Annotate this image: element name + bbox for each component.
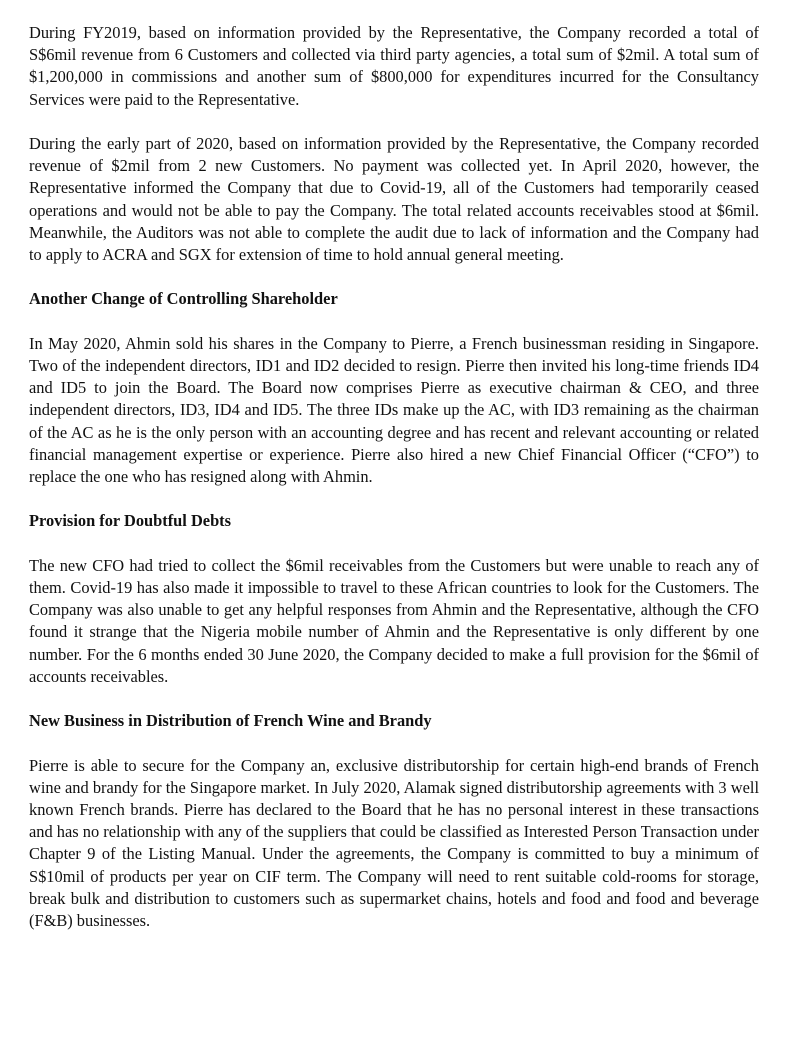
document-page [29,22,759,954]
paragraph-doubtful-debts: The new CFO had tried to collect the $6mil receivables from the Customers but were unable to reach any of them. Covid-19 has also made it impossible to travel to these African countries to look for the Customers. The Company was also unable to get any helpful responses from Ahmin and the Representative, although the CFO found it strange that the Nigeria mobile number of Ahmin and the Representative is only different by one number. For the 6 months ended 30 June 2020, the Company decided to make a full provision for the $6mil of accounts receivables. [29,555,759,686]
paragraph-new-business: Pierre is able to secure for the Company an, exclusive distributorship for certain high-end brands of French wine and brandy for the Singapore market. In July 2020, Alamak signed distributorship agreements with 3 well known French brands. Pierre has declared to the Board that he has no personal interest in these transactions and has no relationship with any of the suppliers that could be classified as Interested Person Transaction under Chapter 9 of the Listing Manual. Under the agreements, the Company is committed to buy a minimum of S$10mil of products per year on CIF term. The Company will need to rent suitable cold-rooms for storage, break bulk and distribution to customers such as supermarket chains, hotels and food and food and beverage (F&B) businesses. [29,755,759,931]
heading-controlling-shareholder: Another Change of Controlling Shareholder [29,289,338,309]
heading-doubtful-debts: Provision for Doubtful Debts [29,511,232,531]
paragraph-controlling-shareholder: In May 2020, Ahmin sold his shares in the Company to Pierre, a French businessman residing in Singapore. Two of the independent directors, ID1 and ID2 decided to resign. Pierre then invited his long-time friends ID4 and ID5 to join the Board. The Board now comprises Pierre as executive chairman & CEO, and three independent directors, ID3, ID4 and ID5. The three IDs make up the AC, with ID3 remaining as the chairman of the AC as he is the only person with an accounting degree and has recent and relevant accounting or related financial management expertise or experience. Pierre also hired a new Chief Financial Officer (“CFO”) to replace the one who has resigned along with Ahmin. [29,333,759,487]
heading-new-business: New Business in Distribution of French Wine and Brandy [29,711,432,731]
paragraph-fy2019: During FY2019, based on information provided by the Representative, the Company recorded a total of S$6mil revenue from 6 Customers and collected via third party agencies, a total sum of $2mil. A total sum of $1,200,000 in commissions and another sum of $800,000 for expenditures incurred for the Consultancy Services were paid to the Representative. [29,23,759,109]
paragraph-2020: During the early part of 2020, based on information provided by the Representative, the Company recorded revenue of $2mil from 2 new Customers. No payment was collected yet. In April 2020, however, the Representative informed the Company that due to Covid-19, all of the Customers had temporarily ceased operations and would not be able to pay the Company. The total related accounts receivables stood at $6mil. Meanwhile, the Auditors was not able to complete the audit due to lack of information and the Company had to apply to ACRA and SGX for extension of time to hold annual general meeting. [29,134,759,265]
